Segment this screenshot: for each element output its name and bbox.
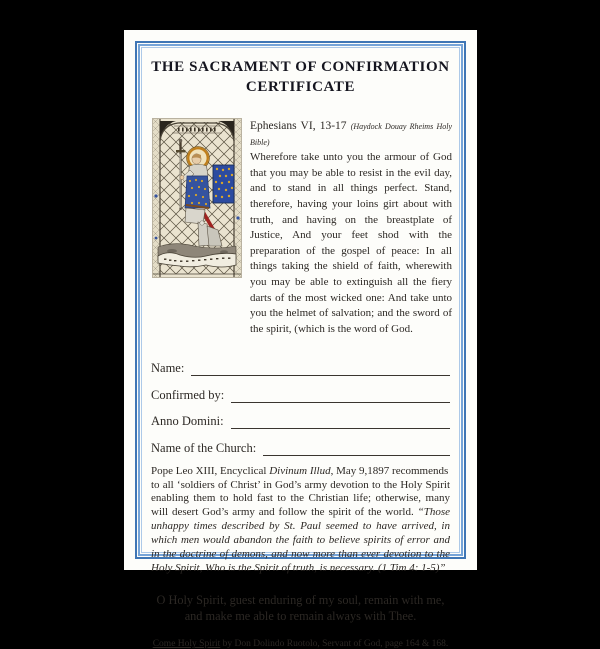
pope-leo-paragraph [149, 465, 452, 577]
title-line-1: THE SACRAMENT OF CONFIRMATION [151, 59, 450, 75]
field-row-confirmed-by [151, 376, 450, 403]
pope-body-text: to all ‘soldiers of Christ’ in God’s army devotion to the Holy Spirit enabling them to hold fast to the Christian life; otherwise, many will desert God’s army and follow the spirit of the world. [151, 478, 450, 519]
scripture-source: (Haydock Douay Rheims Holy Bible) [250, 122, 453, 147]
scripture-body: Wherefore take unto you the armour of God that you may be able to resist in the evil day, and to stand in all things perfect. Stand, therefore, having your loins girt about with truth, and having on the breastplate of Justice, And your feet shod with the preparation of the gospel of peace: In all things taking the shield of faith, wherewith you may be able to extinguish all the fiery darts of the most wicked one: And take unto you the helmet of salvation; and the sword of the spirit, (which is the word of God. [250, 151, 452, 335]
encyclical-title: Divinum Illud [269, 464, 331, 477]
name-field-label: Name: [151, 361, 185, 376]
pope-after-title-text: , May 9,1897 recommends [330, 464, 449, 477]
confirmed-by-write-line [231, 387, 450, 403]
form-fields [149, 350, 452, 456]
blue-border-frame-mid [138, 44, 463, 649]
field-row-anno-domini [151, 403, 450, 430]
source-citation [149, 639, 452, 649]
church-name-field-label: Name of the Church: [151, 440, 257, 455]
name-write-line [191, 360, 450, 376]
pope-intro-text: Pope Leo XIII, Encyclical [151, 464, 270, 477]
certificate-title [149, 58, 452, 97]
pope-quote-text: “Those unhappy times described by St. Paul seemed to have arrived, in which men would abandon the faith to believe spirits of error and in the doctrine of demons, and now more than ever devotion to the Holy Spirit, Who is the Spirit of truth, is necessary. (1 Tim 4: 1-5)” [151, 506, 450, 575]
certificate-card [124, 30, 477, 649]
prayer-line-2: and make me able to remain always with Thee. [184, 609, 417, 624]
church-name-write-line [263, 440, 450, 456]
scripture-reference: Ephesians VI, 13-17 [250, 120, 351, 132]
cited-work-title: Come Holy Spirit [152, 639, 221, 649]
citation-rest: by Don Dolindo Ruotolo, Servant of God, page 164 & 168. [220, 639, 449, 649]
prayer-line-1: O Holy Spirit, guest enduring of my soul, remain with me, [156, 593, 445, 608]
scripture-section [149, 118, 452, 338]
field-row-church-name [151, 429, 450, 456]
blue-border-frame-outer [135, 41, 466, 649]
confirmed-by-field-label: Confirmed by: [151, 387, 225, 402]
field-row-name [151, 350, 450, 377]
scripture-passage [250, 118, 452, 338]
anno-domini-field-label: Anno Domini: [151, 414, 224, 429]
stained-glass-window-graphic [152, 118, 242, 278]
blue-border-frame-inner [141, 47, 460, 649]
holy-spirit-prayer [149, 593, 452, 625]
title-line-2: CERTIFICATE [245, 78, 356, 95]
anno-domini-write-line [231, 413, 450, 429]
stained-glass-image [152, 118, 242, 338]
